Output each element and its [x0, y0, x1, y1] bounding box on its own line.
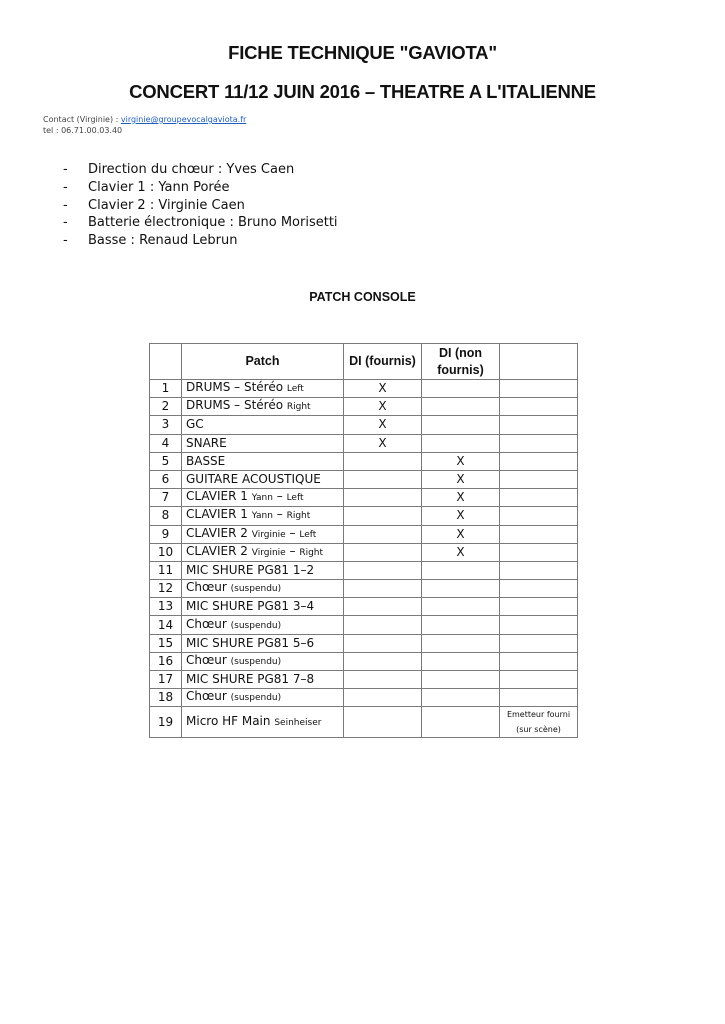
note-cell	[500, 525, 578, 543]
patch-number: 8	[150, 507, 182, 525]
bullet-dash: -	[63, 215, 68, 231]
table-row	[150, 507, 578, 525]
patch-name-text: Chœur	[186, 616, 227, 631]
di-non-fournis-cell	[422, 598, 500, 616]
document-subtitle: CONCERT 11/12 JUIN 2016 – THEATRE A L'ITALIENNE	[129, 81, 596, 102]
note-cell	[500, 398, 578, 416]
patch-name-detail: Virginie	[251, 547, 286, 558]
patch-name-text: GUITARE ACOUSTIQUE	[186, 472, 321, 487]
di-fournis-cell	[344, 507, 422, 525]
patch-table-body	[150, 380, 578, 738]
di-non-fournis-cell: X	[422, 525, 500, 543]
crew-list	[60, 161, 338, 250]
patch-number: 14	[150, 616, 182, 634]
patch-name-text: Micro HF Main	[186, 713, 271, 728]
di-fournis-cell	[344, 707, 422, 738]
patch-name-detail: Seinheiser	[274, 717, 322, 728]
di-non-fournis-cell: X	[422, 452, 500, 470]
patch-name	[182, 452, 344, 470]
table-row	[150, 671, 578, 689]
patch-name-text: DRUMS – Stéréo	[186, 380, 284, 395]
di-fournis-cell	[344, 652, 422, 670]
patch-name	[182, 561, 344, 579]
di-non-fournis-cell: X	[422, 489, 500, 507]
di-non-fournis-cell	[422, 434, 500, 452]
patch-console-heading: PATCH CONSOLE	[309, 290, 416, 304]
patch-name-text: BASSE	[186, 453, 226, 468]
di-fournis-cell	[344, 671, 422, 689]
patch-name	[182, 380, 344, 398]
note-cell	[500, 489, 578, 507]
di-fournis-cell	[344, 470, 422, 488]
patch-name	[182, 470, 344, 488]
bullet-dash: -	[63, 233, 68, 249]
table-row	[150, 652, 578, 670]
di-non-fournis-cell	[422, 380, 500, 398]
table-row	[150, 616, 578, 634]
patch-name	[182, 689, 344, 707]
patch-side: Left	[286, 493, 304, 504]
table-row	[150, 598, 578, 616]
di-non-fournis-cell: X	[422, 507, 500, 525]
patch-name-detail: Yann	[251, 493, 273, 504]
di-non-fournis-cell	[422, 707, 500, 738]
di-non-fournis-cell	[422, 634, 500, 652]
note-cell	[500, 507, 578, 525]
table-row	[150, 634, 578, 652]
patch-name-text: MIC SHURE PG81 3–4	[186, 599, 315, 614]
patch-number: 10	[150, 543, 182, 561]
patch-number: 15	[150, 634, 182, 652]
patch-name: CLAVIER 2 Virginie – Left	[182, 525, 344, 543]
patch-number: 13	[150, 598, 182, 616]
di-non-fournis-cell: X	[422, 543, 500, 561]
note-cell	[500, 689, 578, 707]
table-row	[150, 561, 578, 579]
di-fournis-cell	[344, 561, 422, 579]
di-fournis-cell	[344, 689, 422, 707]
di-non-fournis-cell	[422, 398, 500, 416]
note-cell	[500, 416, 578, 434]
di-non-fournis-cell	[422, 616, 500, 634]
patch-side: Left	[299, 529, 317, 540]
note-cell	[500, 652, 578, 670]
table-row	[150, 489, 578, 507]
di-fournis-cell	[344, 616, 422, 634]
di-non-fournis-cell	[422, 671, 500, 689]
patch-name	[182, 398, 344, 416]
patch-number: 9	[150, 525, 182, 543]
patch-number: 18	[150, 689, 182, 707]
crew-item	[60, 161, 338, 179]
note-cell	[500, 634, 578, 652]
di-fournis-cell: X	[344, 434, 422, 452]
table-row	[150, 452, 578, 470]
crew-item-text: Clavier 1 : Yann Porée	[88, 179, 230, 195]
di-fournis-cell: X	[344, 380, 422, 398]
patch-number: 2	[150, 398, 182, 416]
patch-name	[182, 580, 344, 598]
patch-name-detail: (suspendu)	[230, 656, 282, 667]
patch-name	[182, 634, 344, 652]
patch-number: 5	[150, 452, 182, 470]
patch-name	[182, 598, 344, 616]
note-cell: Emetteur fourni (sur scène)	[500, 707, 578, 738]
table-row	[150, 689, 578, 707]
patch-table	[149, 343, 578, 738]
di-fournis-cell	[344, 543, 422, 561]
note-cell	[500, 543, 578, 561]
note-cell	[500, 434, 578, 452]
patch-name-detail: Right	[286, 402, 311, 413]
document-title: FICHE TECHNIQUE "GAVIOTA"	[228, 42, 497, 63]
di-fournis-cell: X	[344, 416, 422, 434]
patch-name-text: CLAVIER 2	[186, 543, 248, 558]
contact-email-link[interactable]: virginie@groupevocalgaviota.fr	[120, 115, 247, 124]
patch-name	[182, 616, 344, 634]
patch-name-detail: Yann	[251, 511, 273, 522]
patch-name-detail: Virginie	[251, 529, 286, 540]
patch-side: Right	[299, 547, 324, 558]
table-row	[150, 543, 578, 561]
patch-number: 12	[150, 580, 182, 598]
patch-number: 19	[150, 707, 182, 738]
header-di-non-fournis: DI (non fournis)	[422, 344, 500, 380]
crew-item	[60, 232, 338, 250]
patch-number: 11	[150, 561, 182, 579]
note-cell	[500, 452, 578, 470]
patch-number: 6	[150, 470, 182, 488]
patch-name-text: CLAVIER 1	[186, 507, 248, 522]
patch-name-detail: (suspendu)	[230, 693, 282, 704]
crew-item	[60, 197, 338, 215]
header-num	[150, 344, 182, 380]
note-cell	[500, 470, 578, 488]
patch-number: 3	[150, 416, 182, 434]
bullet-dash: -	[63, 179, 68, 195]
di-non-fournis-cell	[422, 652, 500, 670]
di-fournis-cell: X	[344, 398, 422, 416]
table-row	[150, 416, 578, 434]
note-cell	[500, 671, 578, 689]
di-fournis-cell	[344, 634, 422, 652]
patch-number: 4	[150, 434, 182, 452]
patch-name-text: Chœur	[186, 652, 227, 667]
header-notes	[500, 344, 578, 380]
patch-name-text: CLAVIER 2	[186, 525, 248, 540]
patch-name: CLAVIER 1 Yann – Right	[182, 507, 344, 525]
patch-name-text: MIC SHURE PG81 5–6	[186, 635, 315, 650]
table-row	[150, 398, 578, 416]
bullet-dash: -	[63, 162, 68, 177]
patch-name-text: MIC SHURE PG81 7–8	[186, 672, 315, 687]
note-cell	[500, 561, 578, 579]
contact-label: Contact (Virginie) :	[43, 115, 121, 124]
patch-side: Right	[286, 511, 311, 522]
di-fournis-cell	[344, 580, 422, 598]
note-cell	[500, 598, 578, 616]
patch-number: 17	[150, 671, 182, 689]
patch-name	[182, 707, 344, 738]
patch-name-text: MIC SHURE PG81 1–2	[186, 562, 315, 577]
di-non-fournis-cell	[422, 689, 500, 707]
di-non-fournis-cell	[422, 580, 500, 598]
di-non-fournis-cell: X	[422, 470, 500, 488]
table-row	[150, 525, 578, 543]
patch-name-text: GC	[186, 417, 204, 432]
crew-item-text: Basse : Renaud Lebrun	[88, 233, 238, 249]
contact-phone: tel : 06.71.00.03.40	[43, 126, 123, 135]
table-row	[150, 470, 578, 488]
table-row	[150, 707, 578, 738]
patch-name: CLAVIER 1 Yann – Left	[182, 489, 344, 507]
crew-item-text: Direction du chœur : Yves Caen	[88, 162, 295, 177]
di-non-fournis-cell	[422, 416, 500, 434]
di-fournis-cell	[344, 489, 422, 507]
patch-name	[182, 671, 344, 689]
note-cell	[500, 616, 578, 634]
crew-item-text: Batterie électronique : Bruno Morisetti	[88, 215, 338, 231]
patch-number: 1	[150, 380, 182, 398]
patch-name	[182, 434, 344, 452]
header-patch: Patch	[182, 344, 344, 380]
patch-name: CLAVIER 2 Virginie – Right	[182, 543, 344, 561]
bullet-dash: -	[63, 197, 68, 213]
patch-name-text: Chœur	[186, 580, 227, 595]
table-header-row	[150, 344, 578, 380]
patch-name	[182, 416, 344, 434]
patch-name-text: CLAVIER 1	[186, 489, 248, 504]
di-fournis-cell	[344, 598, 422, 616]
contact-line	[43, 115, 246, 124]
patch-number: 16	[150, 652, 182, 670]
patch-number: 7	[150, 489, 182, 507]
patch-name	[182, 652, 344, 670]
patch-name-text: DRUMS – Stéréo	[186, 398, 284, 413]
patch-name-detail: (suspendu)	[230, 584, 282, 595]
di-fournis-cell	[344, 452, 422, 470]
table-row	[150, 434, 578, 452]
patch-name-detail: Left	[286, 384, 304, 395]
note-cell	[500, 380, 578, 398]
note-cell	[500, 580, 578, 598]
crew-item	[60, 179, 338, 197]
patch-name-text: Chœur	[186, 689, 227, 704]
crew-item-text: Clavier 2 : Virginie Caen	[88, 197, 245, 213]
crew-item	[60, 214, 338, 232]
patch-name-text: SNARE	[186, 435, 227, 450]
di-non-fournis-cell	[422, 561, 500, 579]
header-di-fournis: DI (fournis)	[344, 344, 422, 380]
table-row	[150, 580, 578, 598]
patch-name-detail: (suspendu)	[230, 620, 282, 631]
table-row	[150, 380, 578, 398]
di-fournis-cell	[344, 525, 422, 543]
